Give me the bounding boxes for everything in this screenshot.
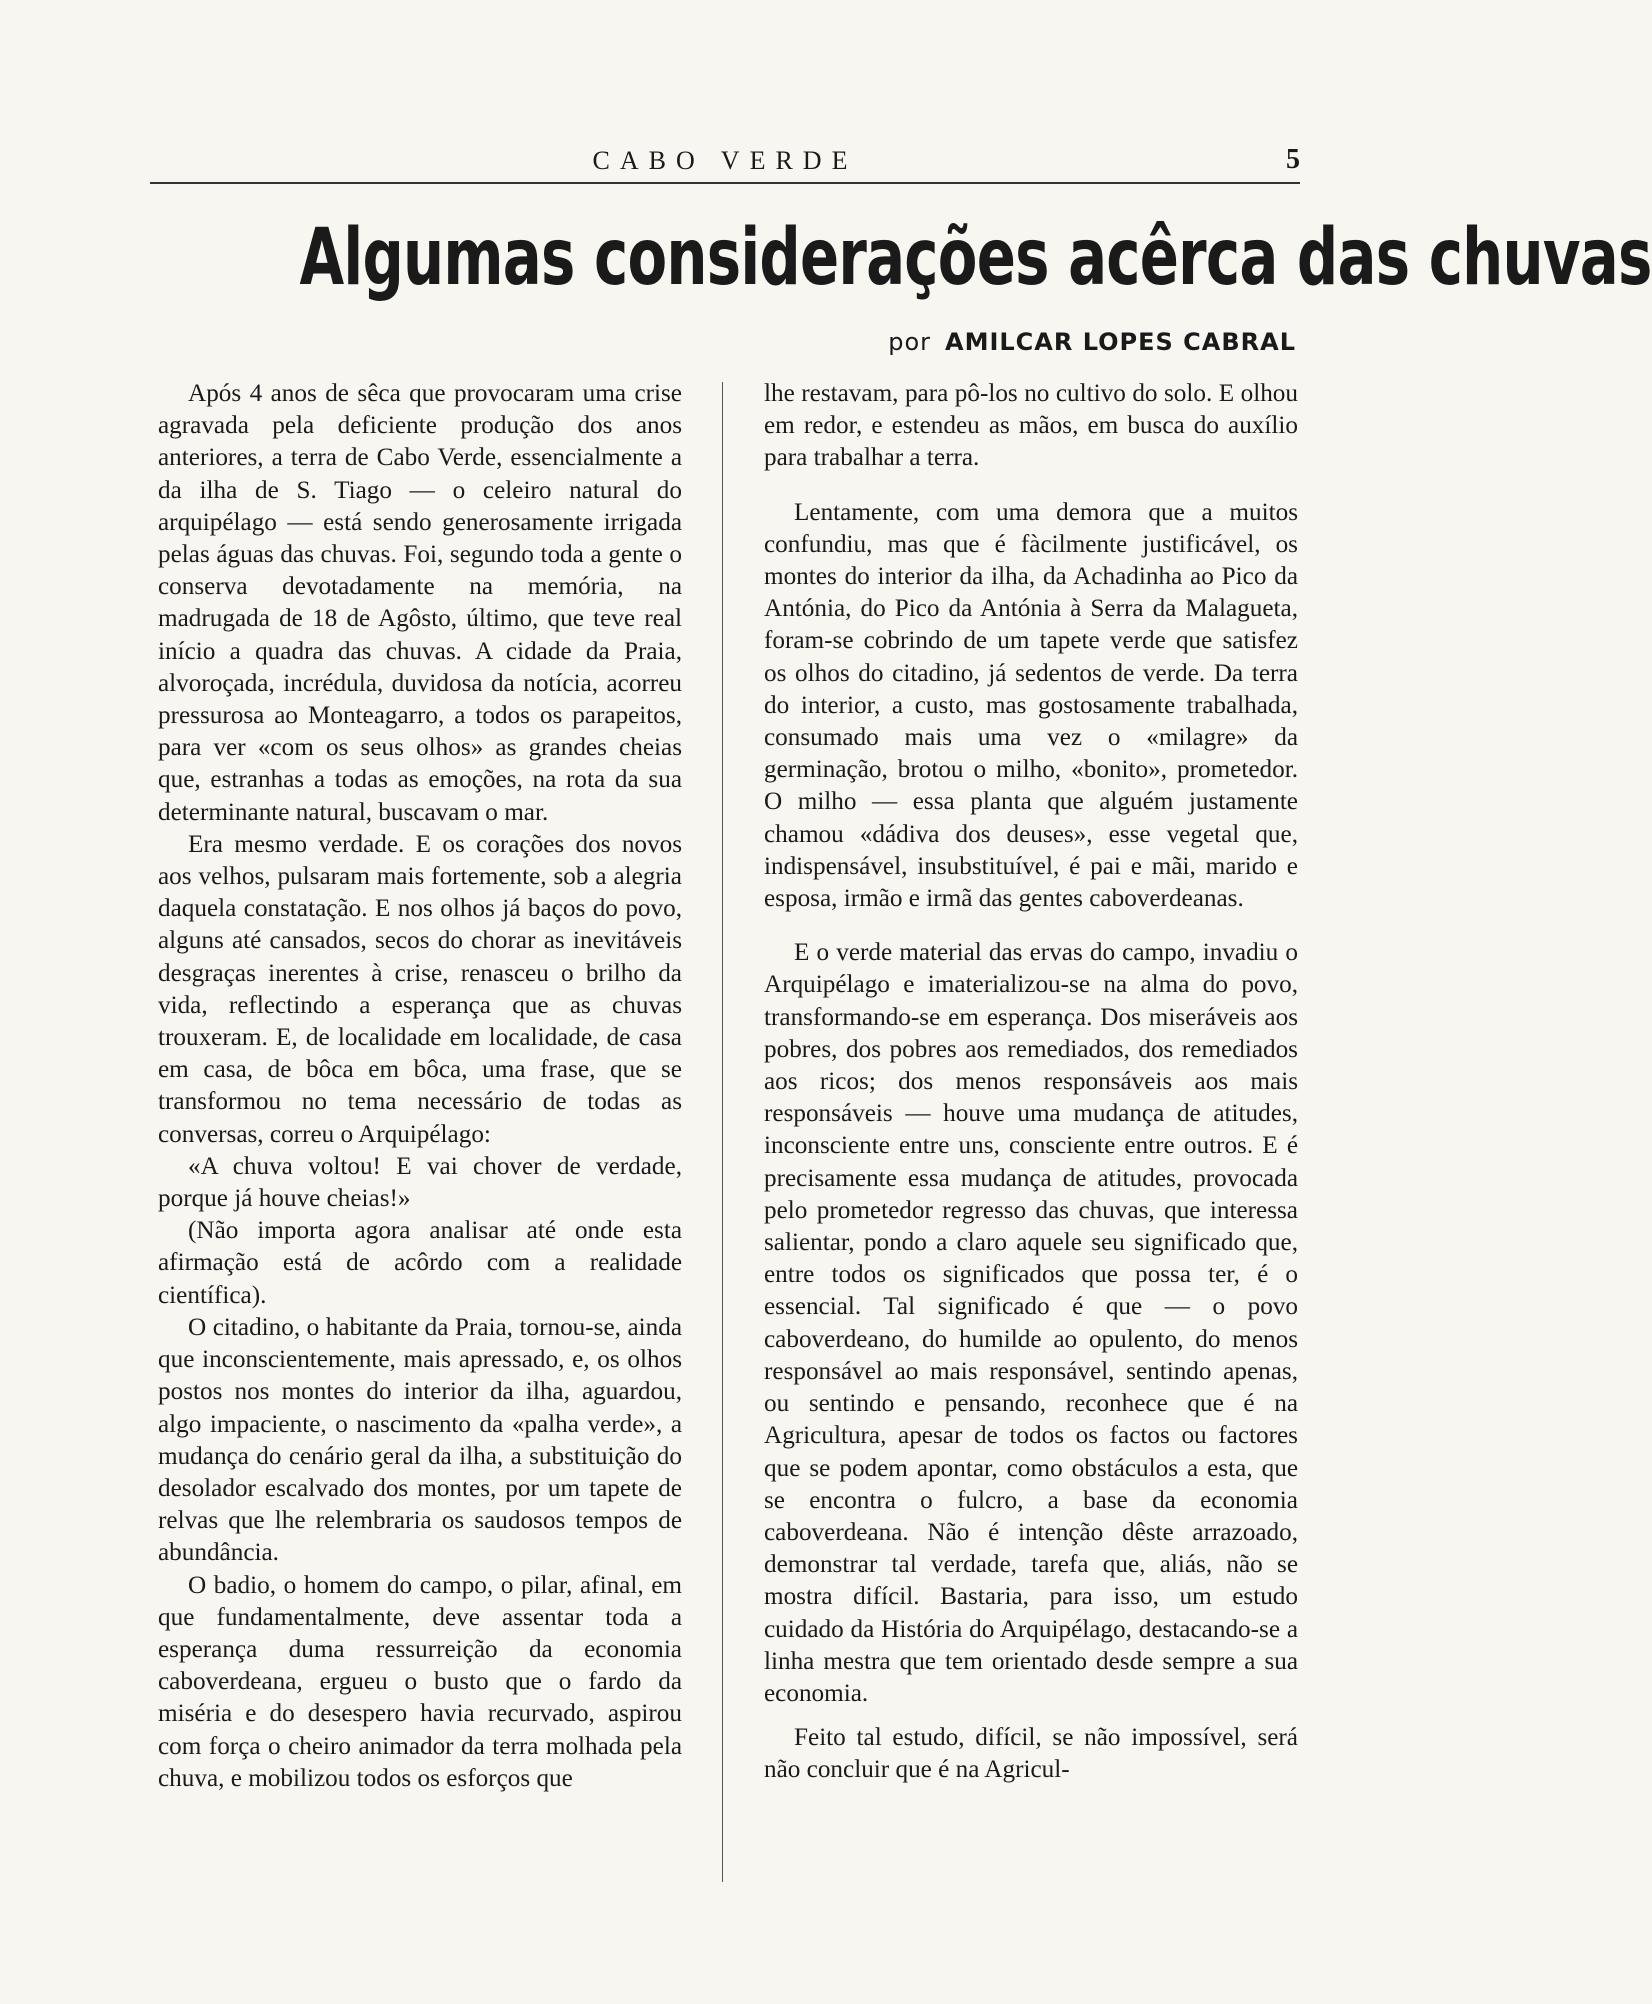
column-divider <box>722 382 723 1882</box>
journal-title: CABO VERDE <box>592 146 858 175</box>
paragraph: Era mesmo verdade. E os corações dos novos aos velhos, pulsaram mais fortemente, sob a alegria daquela constatação. E nos olhos já baços do povo, alguns até cansados, secos do chorar as inevitáveis desgraças inerentes à crise, renasceu o brilho da vida, reflectindo a esperança que as chuvas trouxeram. E, de localidade em localidade, de casa em casa, de bôca em bôca, uma frase, que se transformou no tema necessário de todas as conversas, correu o Arquipélago: <box>158 830 682 1148</box>
paragraph: Lentamente, com uma demora que a muitos confundiu, mas que é fàcilmente justificável, os montes do interior da ilha, da Achadinha ao Pico da Antónia, do Pico da Antónia à Serra da Malagueta, foram-se cobrindo de um tapete verde que satisfez os olhos do citadino, já sedentos de verde. Da terra do interior, a custo, mas gostosamente trabalhada, consumado mais uma vez o «milagre» da germinação, brotou o milho, «bonito», prometedor. O milho — essa planta que alguém justamente chamou «dádiva dos deuses», esse vegetal que, indispensável, insubstituível, é pai e mãi, marido e esposa, irmão e irmã das gentes caboverdeanas. <box>764 498 1298 913</box>
paragraph: O citadino, o habitante da Praia, tornou-se, ainda que inconscientemente, mais apressado, e, os olhos postos nos montes do interior da ilha, aguardou, algo impaciente, o nascimento da «palha verde», a mudança do cenário geral da ilha, a substituição do desolador escalvado dos montes, por um tapete de relvas que lhe relembraria os saudosos tempos de abundância. <box>158 1313 682 1567</box>
paragraph: «A chuva voltou! E vai chover de verdade, porque já houve cheias!» <box>158 1152 682 1213</box>
author-name: AMILCAR LOPES CABRAL <box>945 328 1296 356</box>
left-column <box>158 378 682 1795</box>
paragraph: lhe restavam, para pô-los no cultivo do solo. E olhou em redor, e estendeu as mãos, em busca do auxílio para trabalhar a terra. <box>764 380 1298 472</box>
page-number: 5 <box>1286 144 1300 175</box>
right-column <box>764 378 1298 1787</box>
running-header <box>150 142 1300 184</box>
byline <box>888 328 1296 356</box>
paragraph: (Não importa agora analisar até onde esta afirmação está de acôrdo com a realidade científica). <box>158 1217 682 1309</box>
paragraph: E o verde material das ervas do campo, invadiu o Arquipélago e imaterializou-se na alma do povo, transformando-se em esperança. Dos miseráveis aos pobres, dos pobres aos remediados, dos remediados aos ricos; dos menos responsáveis aos mais responsáveis — houve uma mudança de atitudes, inconsciente entre uns, consciente entre outros. E é precisamente essa mudança de atitudes, provocada pelo prometedor regresso das chuvas, que interessa salientar, pondo a claro aquele seu significado que, entre todos os significados que possa ter, é o essencial. Tal significado é que — o povo caboverdeano, do humilde ao opulento, do menos responsável ao mais responsável, sentindo apenas, ou sentindo e pensando, reconhece que é na Agricultura, apesar de todos os factos ou factores que se podem apontar, como obstáculos a esta, que se encontra o fulcro, a base da economia caboverdeana. Não é intenção dêste arrazoado, demonstrar tal verdade, tarefa que, aliás, não se mostra difícil. Bastaria, para isso, um estudo cuidado da História do Arquipélago, destacando-se a linha mestra que tem orientado desde sempre a sua economia. <box>764 939 1298 1707</box>
paragraph: O badio, o homem do campo, o pilar, afinal, em que fundamentalmente, deve assentar toda a esperança duma ressurreição da economia caboverdeana, ergueu o busto que o fardo da miséria e do desespero havia recurvado, aspirou com força o cheiro animador da terra molhada pela chuva, e mobilizou todos os esforços que <box>158 1571 682 1792</box>
article-title: Algumas considerações acêrca das chuvas <box>299 213 1652 303</box>
paragraph: Feito tal estudo, difícil, se não impossível, será não concluir que é na Agricul- <box>764 1724 1298 1784</box>
paragraph: Após 4 anos de sêca que provocaram uma crise agravada pela deficiente produção dos anos anteriores, a terra de Cabo Verde, essencialmente a da ilha de S. Tiago — o celeiro natural do arquipélago — está sendo generosamente irrigada pelas águas das chuvas. Foi, segundo toda a gente o conserva devotadamente na memória, na madrugada de 18 de Agôsto, último, que teve real início a quadra das chuvas. A cidade da Praia, alvoroçada, incrédula, duvidosa da notícia, acorreu pressurosa ao Monteagarro, a todos os parapeitos, para ver «com os seus olhos» as grandes cheias que, estranhas a todas as emoções, na rota da sua determinante natural, buscavam o mar. <box>158 380 682 826</box>
byline-prefix: por <box>888 328 931 356</box>
